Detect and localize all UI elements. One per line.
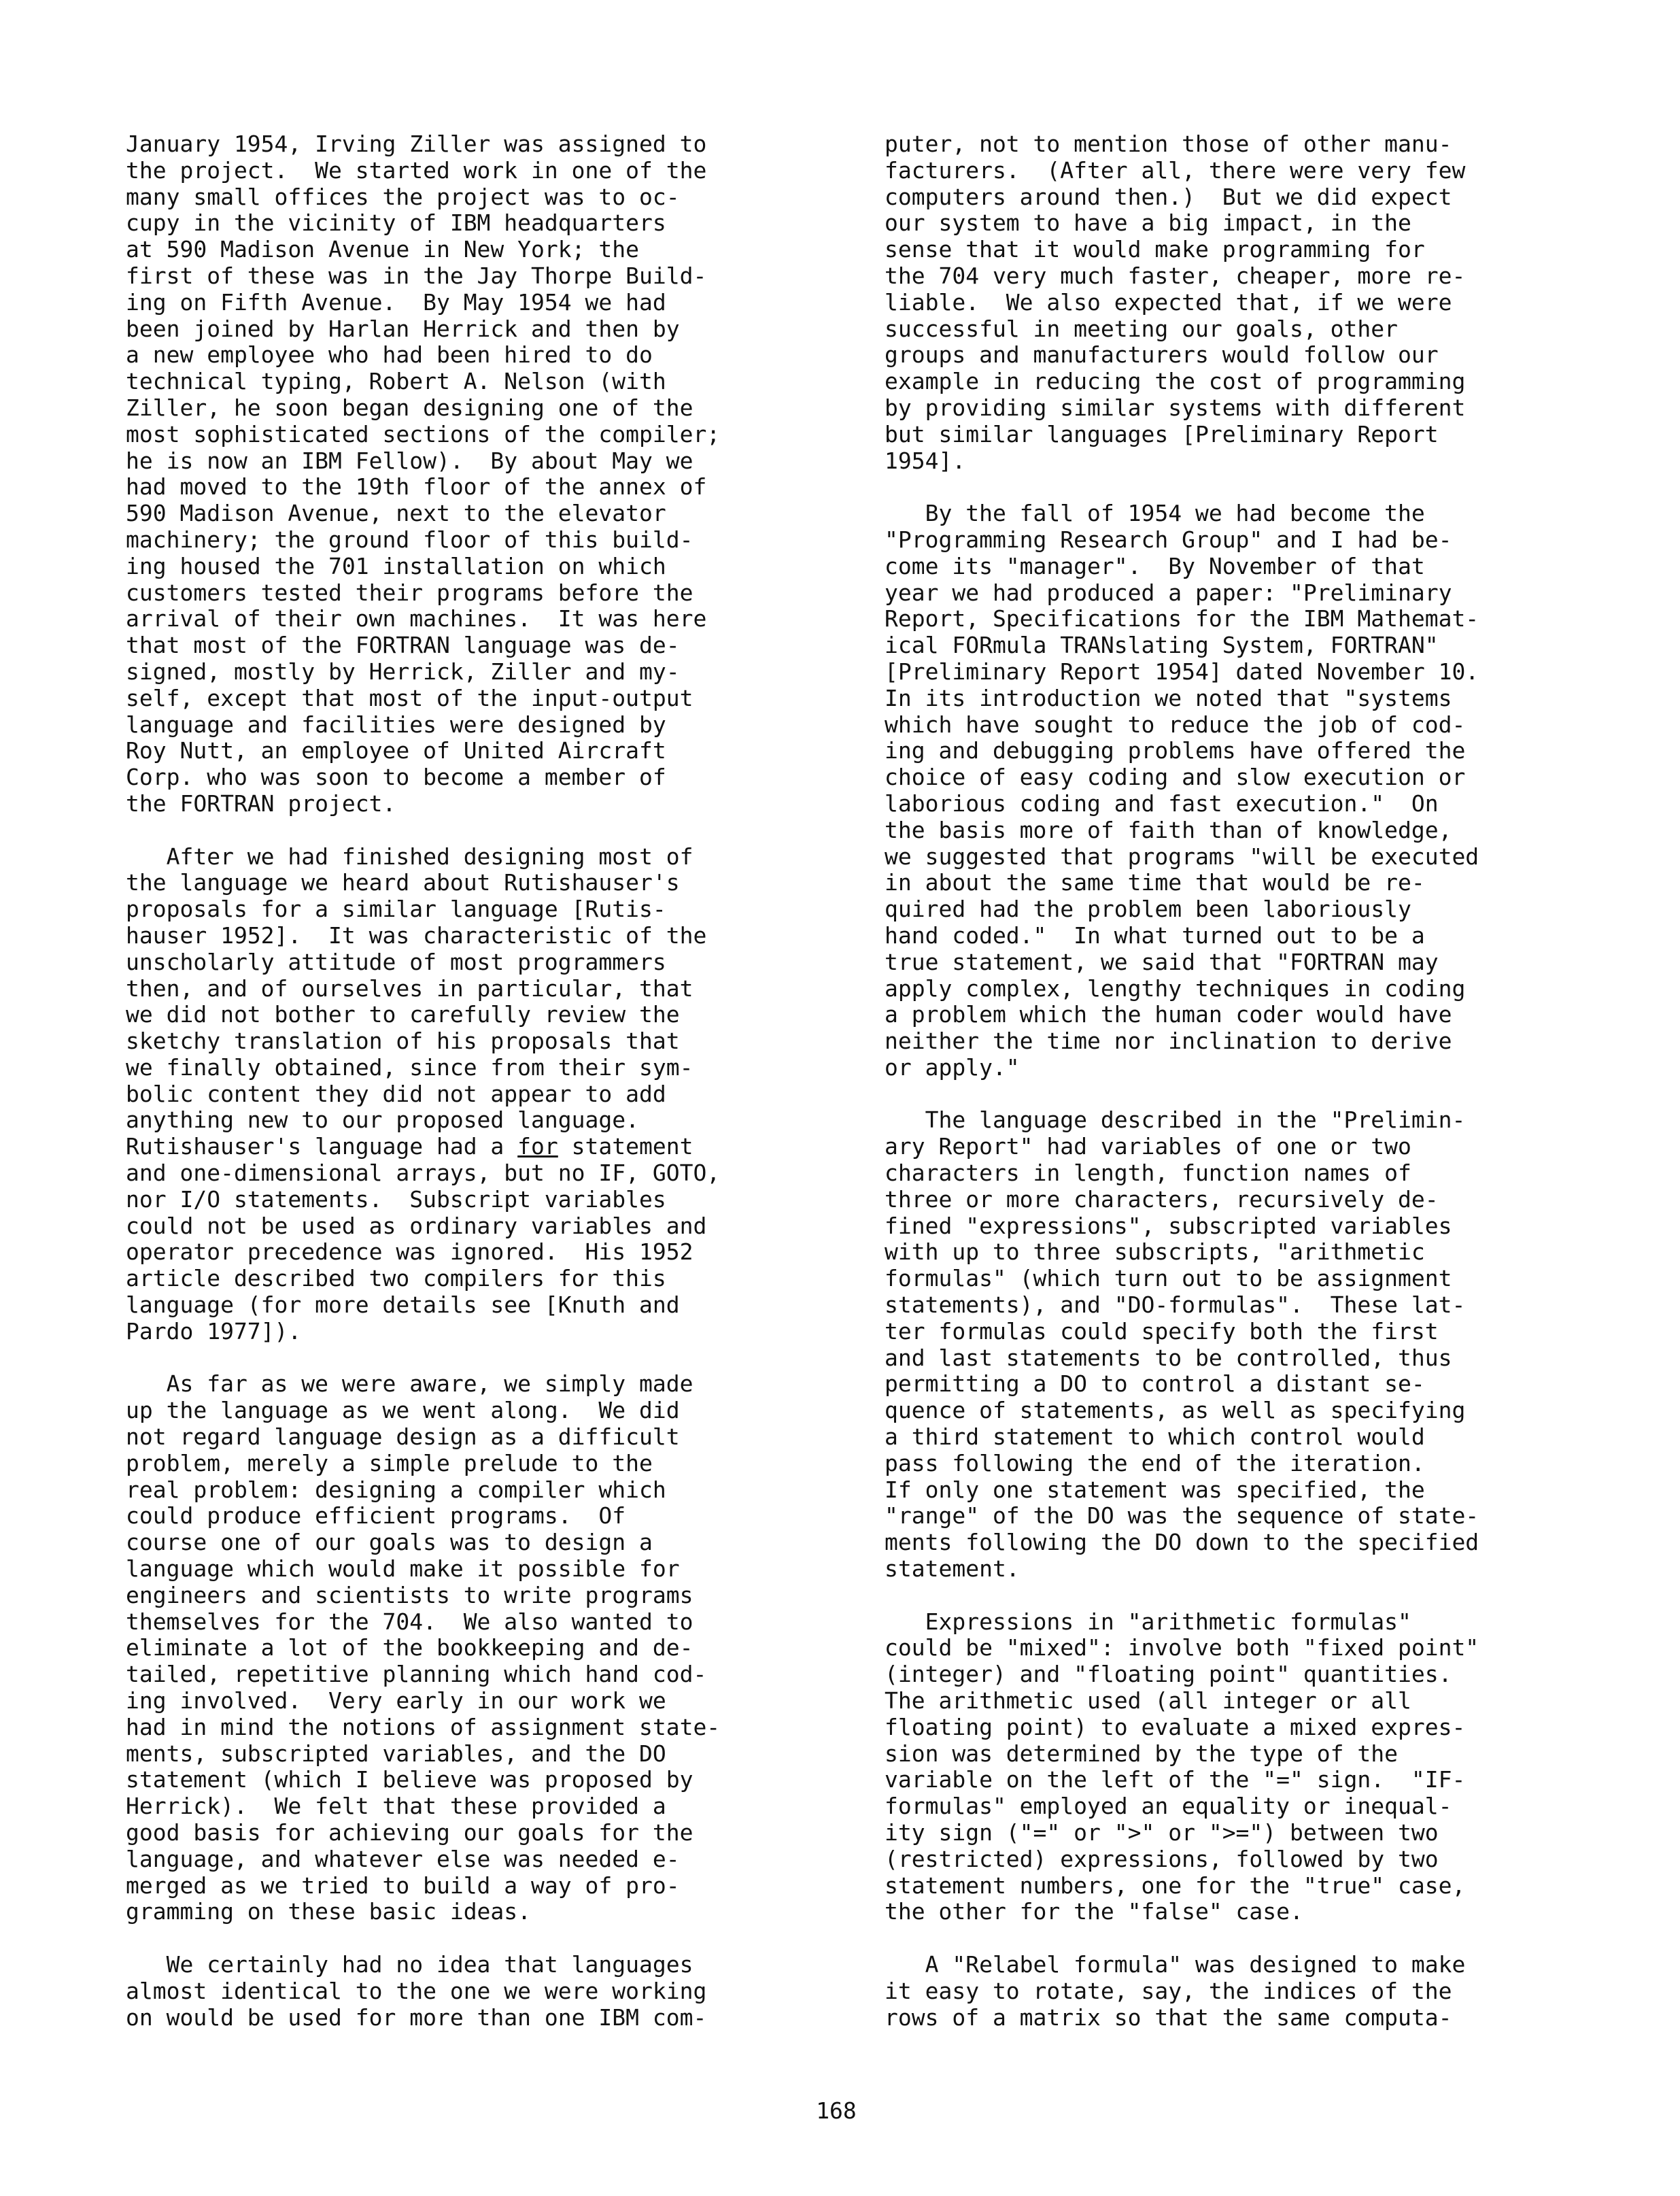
text-line: floating point) to evaluate a mixed expres-: [885, 1713, 1466, 1740]
text-line: engineers and scientists to write programs: [126, 1581, 693, 1608]
text-line: Report, Specifications for the IBM Mathemat-: [885, 605, 1479, 632]
text-line: Corp. who was soon to become a member of: [126, 764, 666, 791]
text-line: ing involved. Very early in our work we: [126, 1687, 666, 1714]
text-line: quence of statements, as well as specifying: [885, 1397, 1466, 1424]
text-line: gramming on these basic ideas.: [126, 1898, 532, 1925]
text-line: a third statement to which control would: [885, 1423, 1425, 1451]
text-line: year we had produced a paper: "Preliminary: [885, 579, 1452, 606]
text-line: By the fall of 1954 we had become the: [885, 500, 1425, 527]
text-line: hand coded." In what turned out to be a: [885, 922, 1425, 949]
text-line: formulas" employed an equality or inequal-: [885, 1793, 1452, 1820]
text-line: the other for the "false" case.: [885, 1898, 1303, 1925]
text-line: and one-dimensional arrays, but no IF, GOTO,: [126, 1160, 721, 1187]
text-line: characters in length, function names of: [885, 1160, 1411, 1187]
text-line: or apply.": [885, 1053, 1020, 1081]
text-line: 1954].: [885, 447, 966, 474]
text-line: at 590 Madison Avenue in New York; the: [126, 236, 639, 263]
text-line: real problem: designing a compiler which: [126, 1476, 666, 1503]
text-line: tailed, repetitive planning which hand cod-: [126, 1661, 707, 1688]
text-line: ing on Fifth Avenue. By May 1954 we had: [126, 288, 666, 316]
text-line: formulas" (which turn out to be assignment: [885, 1265, 1452, 1292]
underlined-word: for: [517, 1133, 558, 1160]
text-line: language which would make it possible for: [126, 1555, 680, 1583]
text-line: statement numbers, one for the "true" case,: [885, 1872, 1466, 1899]
text-line: quired had the problem been laboriously: [885, 896, 1411, 923]
text-line: he is now an IBM Fellow). By about May we: [126, 447, 693, 474]
text-line: themselves for the 704. We also wanted to: [126, 1608, 693, 1635]
text-line: been joined by Harlan Herrick and then by: [126, 315, 680, 342]
text-line: that most of the FORTRAN language was de-: [126, 632, 680, 659]
text-line: rows of a matrix so that the same computa-: [885, 2004, 1452, 2031]
text-line: successful in meeting our goals, other: [885, 315, 1398, 342]
text-line: choice of easy coding and slow execution or: [885, 764, 1466, 791]
text-line: anything new to our proposed language.: [126, 1107, 639, 1134]
text-line: January 1954, Irving Ziller was assigned to: [126, 131, 707, 157]
text-line: The arithmetic used (all integer or all: [885, 1687, 1411, 1714]
text-line: ments, subscripted variables, and the DO: [126, 1740, 666, 1767]
text-line: Herrick). We felt that these provided a: [126, 1793, 666, 1820]
text-line: pass following the end of the iteration.: [885, 1449, 1425, 1476]
text-line: ary Report" had variables of one or two: [885, 1133, 1411, 1160]
text-line: merged as we tried to build a way of pro-: [126, 1872, 680, 1899]
text-line: If only one statement was specified, the: [885, 1476, 1425, 1503]
text-line: a problem which the human coder would have: [885, 1001, 1452, 1028]
text-line: puter, not to mention those of other manu-: [885, 131, 1452, 157]
text-line: machinery; the ground floor of this build-: [126, 526, 693, 553]
text-line: true statement, we said that "FORTRAN may: [885, 948, 1439, 975]
text-line: The language described in the "Prelimin-: [885, 1107, 1466, 1134]
text-line: three or more characters, recursively de-: [885, 1185, 1439, 1213]
text-line: could be "mixed": involve both "fixed point": [885, 1634, 1479, 1661]
text-line: operator precedence was ignored. His 1952: [126, 1238, 693, 1266]
left-paragraph-1: [126, 131, 860, 817]
right-paragraph-1: [885, 131, 1619, 474]
text-line: (integer) and "floating point" quantities.: [885, 1661, 1452, 1688]
text-line: In its introduction we noted that "systems: [885, 684, 1452, 711]
text-line: could not be used as ordinary variables and: [126, 1212, 707, 1239]
text-line: had moved to the 19th floor of the annex of: [126, 473, 707, 501]
text-line: Expressions in "arithmetic formulas": [885, 1608, 1411, 1635]
text-line: and last statements to be controlled, thus: [885, 1344, 1452, 1371]
text-line: [Preliminary Report 1954] dated November 10.: [885, 658, 1479, 685]
text-line: laborious coding and fast execution." On: [885, 790, 1439, 817]
text-line: then, and of ourselves in particular, that: [126, 975, 693, 1002]
text-line: ical FORmula TRANslating System, FORTRAN": [885, 632, 1439, 659]
text-line: first of these was in the Jay Thorpe Build-: [126, 262, 707, 289]
text-line: in about the same time that would be re-: [885, 869, 1425, 896]
text-line: permitting a DO to control a distant se-: [885, 1370, 1425, 1398]
right-paragraph-5: [885, 1952, 1619, 2031]
text-line: facturers. (After all, there were very few: [885, 156, 1466, 184]
left-paragraph-4: [126, 1952, 860, 2031]
right-paragraph-4: [885, 1609, 1619, 1926]
text-line: bolic content they did not appear to add: [126, 1080, 666, 1107]
right-column: [885, 131, 1619, 2057]
text-line: We certainly had no idea that languages: [126, 1950, 693, 1978]
text-line: After we had finished designing most of: [126, 843, 693, 870]
text-line: "range" of the DO was the sequence of state-: [885, 1502, 1479, 1530]
text-line: ing and debugging problems have offered the: [885, 737, 1466, 764]
text-line: A "Relabel formula" was designed to make: [885, 1950, 1466, 1978]
text-line: variable on the left of the "=" sign. "IF-: [885, 1766, 1466, 1793]
text-line: cupy in the vicinity of IBM headquarters: [126, 209, 666, 237]
right-paragraph-2: [885, 501, 1619, 1081]
text-line: many small offices the project was to oc-: [126, 183, 680, 210]
text-line: the project. We started work in one of the: [126, 156, 707, 184]
text-line: self, except that most of the input-output: [126, 684, 693, 711]
text-line: the 704 very much faster, cheaper, more re-: [885, 262, 1466, 289]
text-line: nor I/O statements. Subscript variables: [126, 1185, 666, 1213]
right-paragraph-3: [885, 1107, 1619, 1582]
page-number: 168: [816, 2097, 857, 2124]
text-line: (restricted) expressions, followed by two: [885, 1845, 1439, 1872]
text-line: Rutishauser's language had a for statement: [126, 1133, 693, 1160]
text-line: sketchy translation of his proposals that: [126, 1028, 680, 1055]
text-line: could produce efficient programs. Of: [126, 1502, 626, 1530]
text-line: statements), and "DO-formulas". These lat-: [885, 1291, 1466, 1319]
text-line: on would be used for more than one IBM com-: [126, 2004, 707, 2031]
text-line: proposals for a similar language [Rutis-: [126, 896, 666, 923]
text-line: 590 Madison Avenue, next to the elevator: [126, 500, 666, 527]
text-line: language, and whatever else was needed e-: [126, 1845, 680, 1872]
text-line: problem, merely a simple prelude to the: [126, 1449, 653, 1476]
text-line: but similar languages [Preliminary Report: [885, 420, 1439, 447]
text-line: most sophisticated sections of the compiler;: [126, 420, 721, 447]
text-line: arrival of their own machines. It was here: [126, 605, 707, 632]
left-column: [126, 131, 860, 2057]
text-line: language and facilities were designed by: [126, 711, 666, 738]
text-line: "Programming Research Group" and I had be-: [885, 526, 1452, 553]
text-line: As far as we were aware, we simply made: [126, 1370, 693, 1398]
text-line: good basis for achieving our goals for the: [126, 1819, 693, 1846]
text-line: liable. We also expected that, if we were: [885, 288, 1452, 316]
text-line: eliminate a lot of the bookkeeping and de-: [126, 1634, 693, 1661]
text-line: course one of our goals was to design a: [126, 1529, 653, 1556]
text-line: the basis more of faith than of knowledge,: [885, 816, 1452, 843]
text-line: example in reducing the cost of programming: [885, 368, 1466, 395]
text-line: it easy to rotate, say, the indices of the: [885, 1977, 1452, 2004]
text-line: we suggested that programs "will be executed: [885, 843, 1479, 870]
text-line: technical typing, Robert A. Nelson (with: [126, 368, 666, 395]
text-line: sense that it would make programming for: [885, 236, 1425, 263]
text-line: up the language as we went along. We did: [126, 1397, 680, 1424]
left-paragraph-3: [126, 1371, 860, 1925]
text-line: we did not bother to carefully review the: [126, 1001, 680, 1028]
left-paragraph-2: [126, 844, 860, 1345]
text-line: with up to three subscripts, "arithmetic: [885, 1238, 1425, 1266]
text-line: language (for more details see [Knuth and: [126, 1291, 680, 1319]
text-line: customers tested their programs before the: [126, 579, 693, 606]
text-line: fined "expressions", subscripted variables: [885, 1212, 1452, 1239]
text-line: by providing similar systems with different: [885, 394, 1466, 421]
text-line: a new employee who had been hired to do: [126, 341, 653, 369]
text-line: which have sought to reduce the job of cod-: [885, 711, 1466, 738]
text-line: ing housed the 701 installation on which: [126, 552, 666, 579]
text-line: hauser 1952]. It was characteristic of the: [126, 922, 707, 949]
text-line: almost identical to the one we were working: [126, 1977, 707, 2004]
text-line: groups and manufacturers would follow our: [885, 341, 1439, 369]
text-line: statement.: [885, 1555, 1020, 1583]
text-line: not regard language design as a difficult: [126, 1423, 680, 1451]
text-line: had in mind the notions of assignment state-: [126, 1713, 721, 1740]
text-line: neither the time nor inclination to derive: [885, 1028, 1452, 1055]
text-line: computers around then.) But we did expect: [885, 183, 1452, 210]
text-line: apply complex, lengthy techniques in coding: [885, 975, 1466, 1002]
text-line: Pardo 1977]).: [126, 1317, 302, 1345]
text-line: sion was determined by the type of the: [885, 1740, 1398, 1767]
text-line: our system to have a big impact, in the: [885, 209, 1411, 237]
text-line: article described two compilers for this: [126, 1265, 666, 1292]
text-line: Roy Nutt, an employee of United Aircraft: [126, 737, 666, 764]
text-line: Ziller, he soon began designing one of the: [126, 394, 693, 421]
text-line: ity sign ("=" or ">" or ">=") between two: [885, 1819, 1439, 1846]
text-line: signed, mostly by Herrick, Ziller and my-: [126, 658, 680, 685]
text-line: come its "manager". By November of that: [885, 552, 1425, 579]
text-line: ments following the DO down to the specified: [885, 1529, 1479, 1556]
text-line: statement (which I believe was proposed by: [126, 1766, 693, 1793]
text-line: unscholarly attitude of most programmers: [126, 948, 666, 975]
text-line: we finally obtained, since from their sym-: [126, 1053, 693, 1081]
text-line: the FORTRAN project.: [126, 790, 396, 817]
text-line: the language we heard about Rutishauser's: [126, 869, 680, 896]
text-line: ter formulas could specify both the first: [885, 1317, 1439, 1345]
